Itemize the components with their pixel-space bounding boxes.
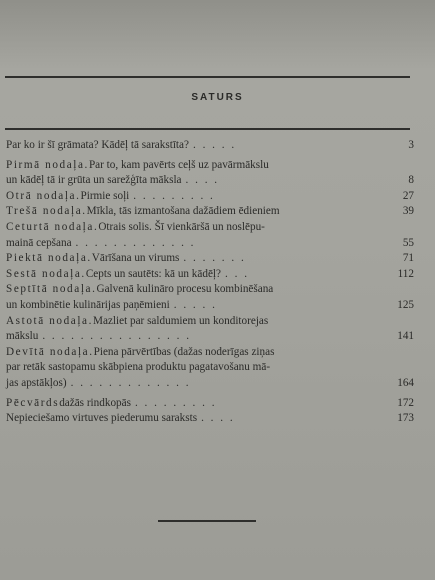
entry-title: Pirmie soļi (80, 189, 130, 202)
chapter-label: Septītā nodaļa. (6, 283, 97, 296)
toc-entry-line (6, 251, 414, 267)
toc-entry (6, 251, 414, 267)
entry-title: un kādēļ tā ir grūta un sarežģīta māksla (6, 174, 182, 187)
entry-title: Galvenā kulināro procesu kombinēšana (96, 283, 274, 296)
toc-entry-line (6, 345, 414, 361)
entry-title: mākslu (6, 330, 39, 343)
page-number: 141 (397, 330, 414, 343)
entry-title: Nepieciešamo virtuves piederumu saraksts (6, 412, 198, 425)
toc-entry-line (6, 189, 414, 205)
chapter-label: Otrā nodaļa. (6, 189, 81, 202)
toc-entry-line (6, 173, 414, 189)
toc-entry (6, 396, 414, 412)
toc-entry (6, 138, 414, 154)
leader-dots: . . . . . . . (183, 252, 246, 265)
leader-dots: . . . . . . . . . (133, 189, 215, 202)
entry-title: Par to, kam pavērts ceļš uz pavārmākslu (88, 158, 269, 171)
page-number: 173 (397, 412, 414, 425)
end-rule (158, 520, 256, 522)
chapter-label: Devītā nodaļa. (6, 345, 94, 358)
toc-entry (6, 267, 414, 283)
entry-title: Par ko ir šī grāmata? Kādēļ tā sarakstīta? (6, 139, 189, 151)
toc-entry-line (6, 298, 414, 314)
toc-entry-line (6, 204, 414, 220)
entry-title: par retāk sastopamu skābpiena produktu pagatavošanu mā- (6, 361, 271, 374)
toc-entry-line (6, 396, 414, 412)
page-shadow (0, 0, 435, 70)
entry-title: dažās rindkopās (59, 396, 131, 409)
toc-entry-line (6, 138, 414, 154)
toc-entry-line (6, 267, 414, 283)
toc-entry (6, 220, 414, 251)
page-number: 164 (397, 376, 414, 389)
entry-title: un kombinētie kulinārijas paņēmieni (6, 298, 170, 311)
entry-title: Piena pārvērtības (dažas noderīgas ziņas (93, 345, 275, 358)
chapter-label: Astotā nodaļa. (6, 314, 94, 327)
toc-entry (6, 158, 414, 189)
leader-dots: . . . . . . . . . . . . . . . . (42, 330, 192, 343)
chapter-label: Pēcvārds (6, 396, 60, 409)
toc-entry-line (6, 236, 414, 252)
toc-entry-line (6, 282, 414, 298)
page-number: 27 (402, 189, 414, 202)
toc-entry-line (6, 220, 414, 236)
entry-title: mainā cepšana (6, 236, 72, 249)
leader-dots: . . . . . (173, 298, 217, 311)
toc-entry (6, 204, 414, 220)
page-number: 125 (397, 298, 414, 311)
toc-entry (6, 314, 414, 345)
leader-dots: . . . (225, 267, 249, 280)
entry-title: Vārīšana un virums (91, 252, 180, 265)
page-number: 112 (397, 267, 414, 280)
leader-dots: . . . . . (192, 139, 237, 151)
toc-entry-line (6, 376, 414, 392)
page-title: SATURS (191, 92, 244, 103)
entry-title: jas apstākļos) (6, 376, 67, 389)
heading-rule (5, 128, 410, 130)
entry-title: Mazliet par saldumiem un konditorejas (93, 314, 269, 327)
toc-entry-line (6, 411, 414, 427)
leader-dots: . . . . (201, 412, 235, 425)
leader-dots: . . . . . . . . . . . . . (70, 376, 191, 389)
toc-entry (6, 345, 414, 392)
toc-entry (6, 282, 414, 313)
entry-title: Mīkla, tās izmantošana dažādiem ēdieniem (86, 205, 280, 218)
toc-entry-line (6, 360, 414, 376)
toc-entry (6, 411, 414, 427)
page-number: 8 (408, 174, 414, 187)
toc-entry (6, 189, 414, 205)
toc-entry-line (6, 329, 414, 345)
chapter-label: Sestā nodaļa. (6, 267, 86, 280)
table-of-contents (6, 138, 414, 427)
leader-dots: . . . . . . . . . (134, 396, 217, 409)
entry-title: Otrais solis. Šī vienkāršā un noslēpu- (98, 220, 265, 233)
page-number: 172 (397, 396, 414, 409)
entry-title: Cepts un sautēts: kā un kādēļ? (85, 267, 221, 280)
top-rule (5, 76, 410, 78)
page-number: 3 (408, 139, 414, 151)
chapter-label: Piektā nodaļa. (6, 252, 92, 265)
leader-dots: . . . . (185, 174, 220, 187)
page-number: 55 (402, 236, 414, 249)
chapter-label: Trešā nodaļa. (6, 205, 87, 218)
leader-dots: . . . . . . . . . . . . . (75, 236, 196, 249)
chapter-label: Ceturtā nodaļa. (6, 220, 99, 233)
toc-entry-line (6, 158, 414, 174)
page-number: 39 (402, 205, 414, 218)
chapter-label: Pirmā nodaļa. (6, 158, 89, 171)
page-number: 71 (402, 252, 414, 265)
toc-entry-line (6, 314, 414, 330)
